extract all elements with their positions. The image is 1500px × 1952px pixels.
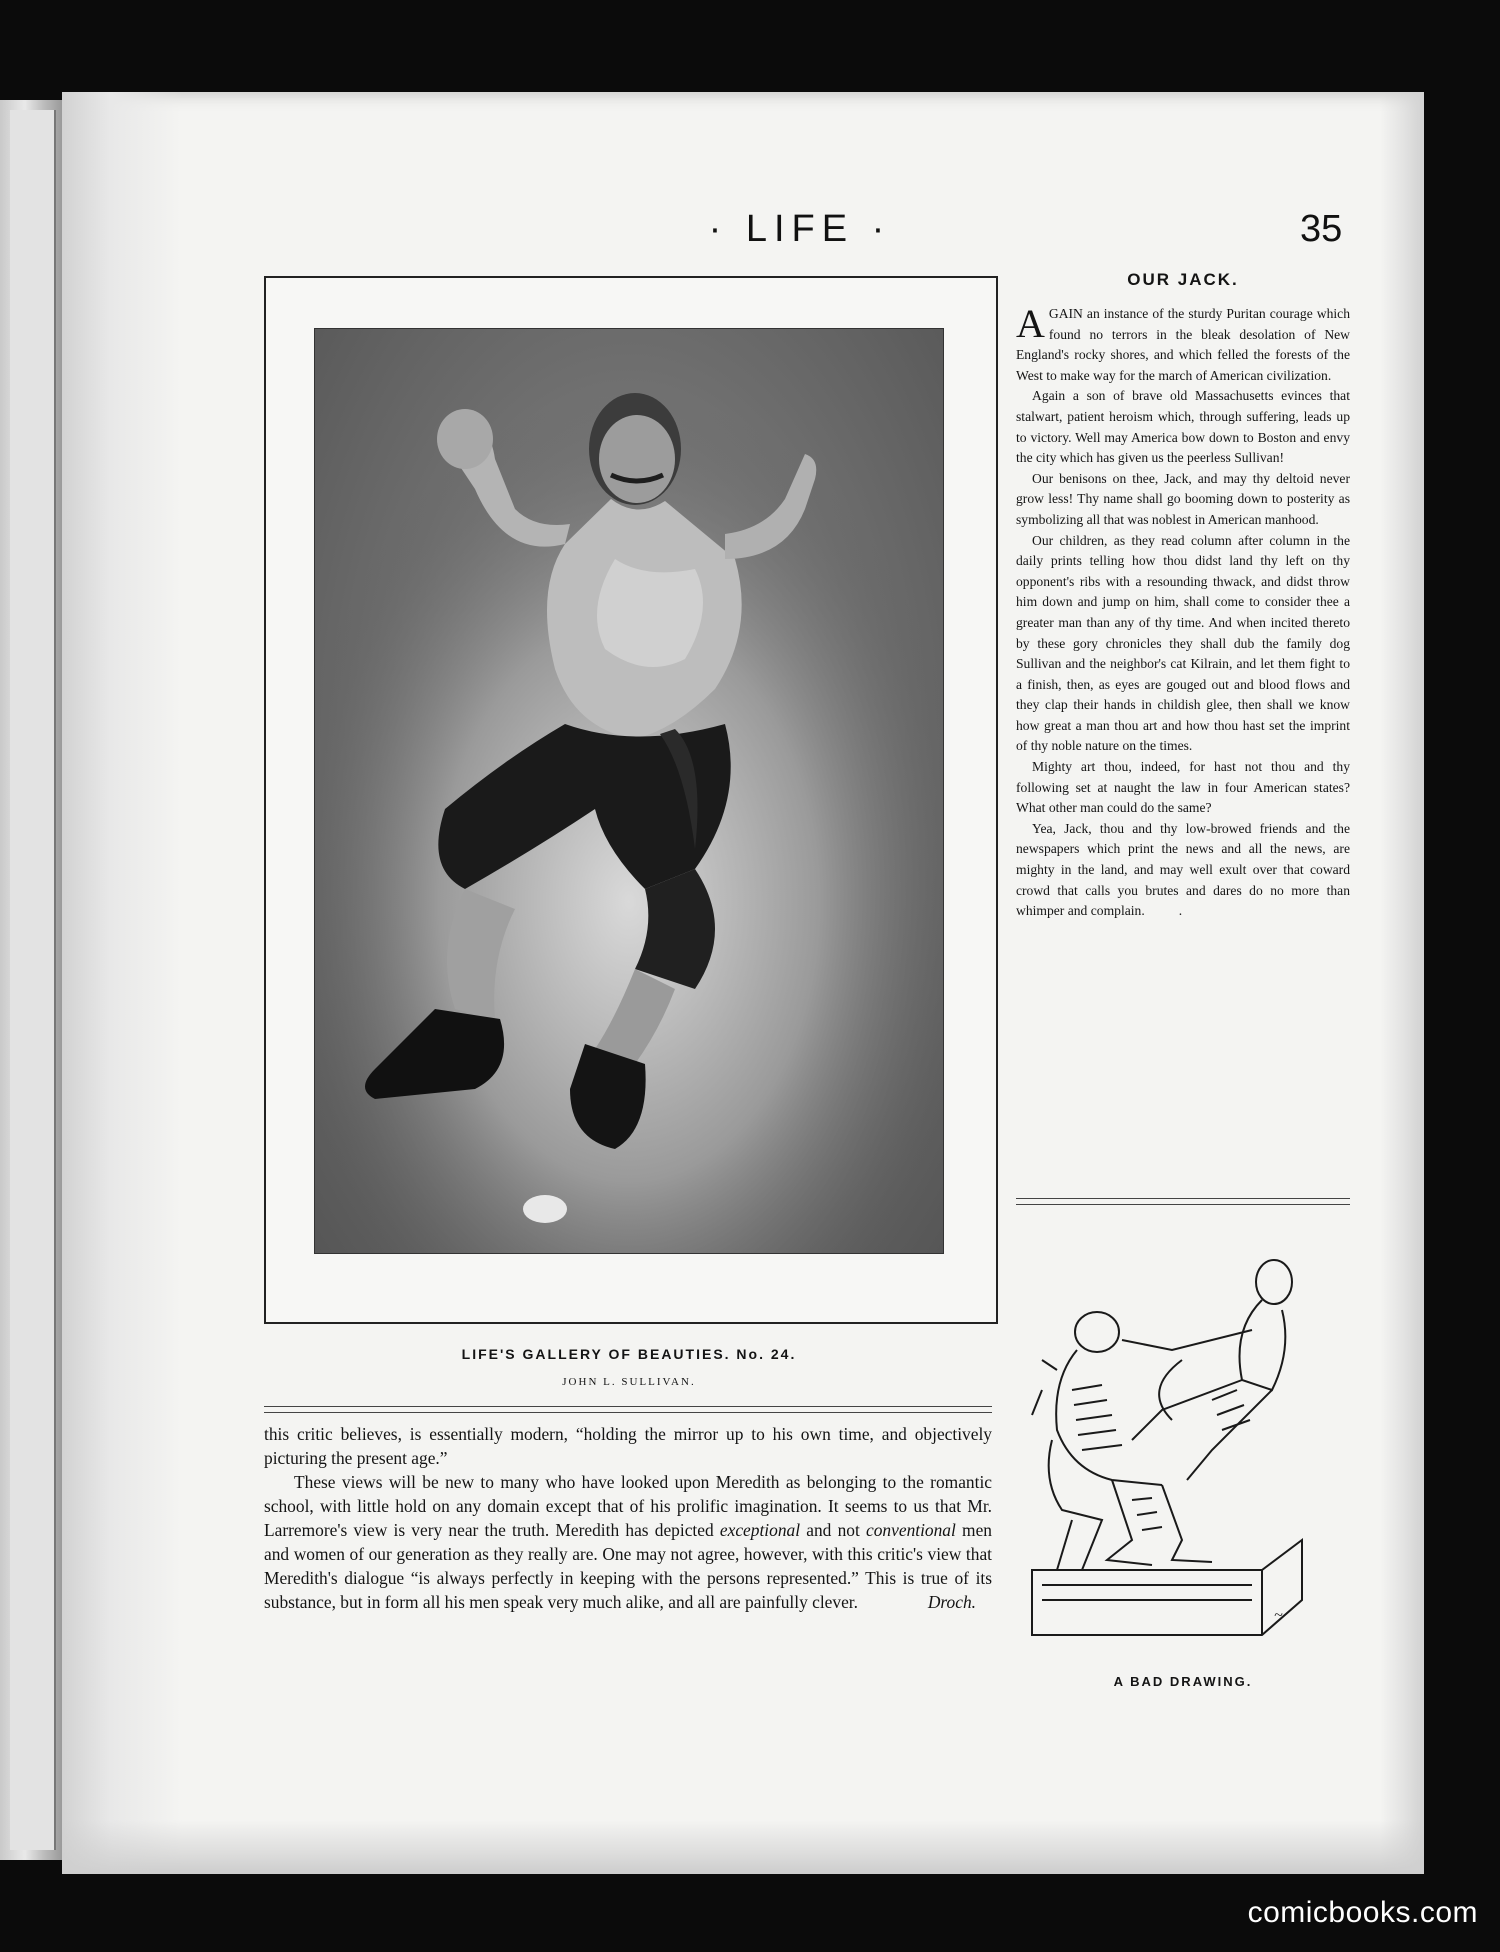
review-paragraph [264,1470,992,1614]
page-gutter-shade [62,92,182,1874]
article-body [1016,301,1350,922]
review-paragraph: this critic believes, is essentially modern, “holding the mirror up to his own time, and objectively picturing the present age.” [264,1424,992,1468]
page-bottom-shade [62,1820,1424,1874]
previous-page-edge [10,110,56,1850]
cartoon-illustration [1012,1240,1342,1660]
section-divider [264,1406,992,1413]
page-number: 35 [1300,208,1343,250]
article-paragraph: Our children, as they read column after column in the daily prints telling how thou didst land thy left on thy opponent's ribs with a resounding thwack, and didst throw him down and jump on him, shall come to consider thee a greater man than any of thy time. And when incited thereto by these gory chronicles they shall dub the family dog Sullivan and the neighbor's cat Kilrain, and let them fight to a finish, then, as eyes are gouged out and blood flows and they clap their hands in childish glee, then shall we know how great a man thou art and how thou hast set the imprint of thy noble nature on the times. [1016,532,1350,754]
review-emphasis: exceptional [719,1520,801,1540]
article-paragraph: Mighty art thou, indeed, for hast not thou and thy following set at naught the law in four American states? What other man could do the same? [1016,759,1350,816]
cartoon-caption: A BAD DRAWING. [1113,1674,1253,1689]
article-paragraph [1016,301,1350,386]
article-title: OUR JACK. [1127,270,1239,289]
artist-signature-mark: ~ [1274,1607,1283,1624]
plate-caption-title: LIFE'S GALLERY OF BEAUTIES. No. 24. [461,1346,797,1362]
boxer-photograph [314,328,944,1254]
masthead: · LIFE · [708,208,892,250]
watermark: comicbooks.com [1247,1896,1478,1929]
review-text: men and women of our generation as they really are. One may not agree, however, with this critic's view that Meredith's dialogue “is always perfectly in keeping with the persons represented.” This is true of its substance, but in form all his men speak very much alike, and all are painfully clever. [264,1520,992,1612]
review-signature: Droch. [927,1592,976,1612]
article-paragraph: Again a son of brave old Massachusetts evinces that stalwart, patient heroism which, through suffering, leads up to victory. Well may America bow down to Boston and envy the city which has given us the peerless Sullivan! [1016,388,1350,466]
boxer-figure [315,329,943,1253]
plate-caption-subtitle: JOHN L. SULLIVAN. [562,1376,696,1388]
article-paragraph-text: Yea, Jack, thou and thy low-browed friends and the newspapers which print the news and all the news, are mighty in the land, and may well exult over that coward crowd that calls you brutes and dares do no more than whimper and complain. [1016,820,1350,919]
book-review [264,1422,992,1614]
end-mark: . [1178,903,1183,919]
column-divider [1016,1198,1350,1205]
page-edge-shade [1380,92,1424,1874]
article-paragraph: Our benisons on thee, Jack, and may thy deltoid never grow less! Thy name shall go booming down to posterity as symbolizing all that was noblest in American manhood. [1016,470,1350,527]
drop-cap: A [1016,301,1045,346]
review-text: and not [800,1520,867,1540]
review-emphasis: conventional [866,1520,956,1540]
article-paragraph-text: GAIN an instance of the sturdy Puritan courage which found no terrors in the bleak desolation of New England's rocky shores, and which felled the forests of the West to make way for the march of American civilization. [1016,306,1350,383]
article-paragraph [1016,819,1350,922]
cartoon-drawing [1012,1240,1342,1660]
review-text: These views will be new to many who have looked upon Meredith as belonging to the romantic school, with little hold on any domain except that of his prolific imagination. It seems to us that Mr. Larremore's view is very near the truth. Meredith has depicted [264,1472,992,1540]
